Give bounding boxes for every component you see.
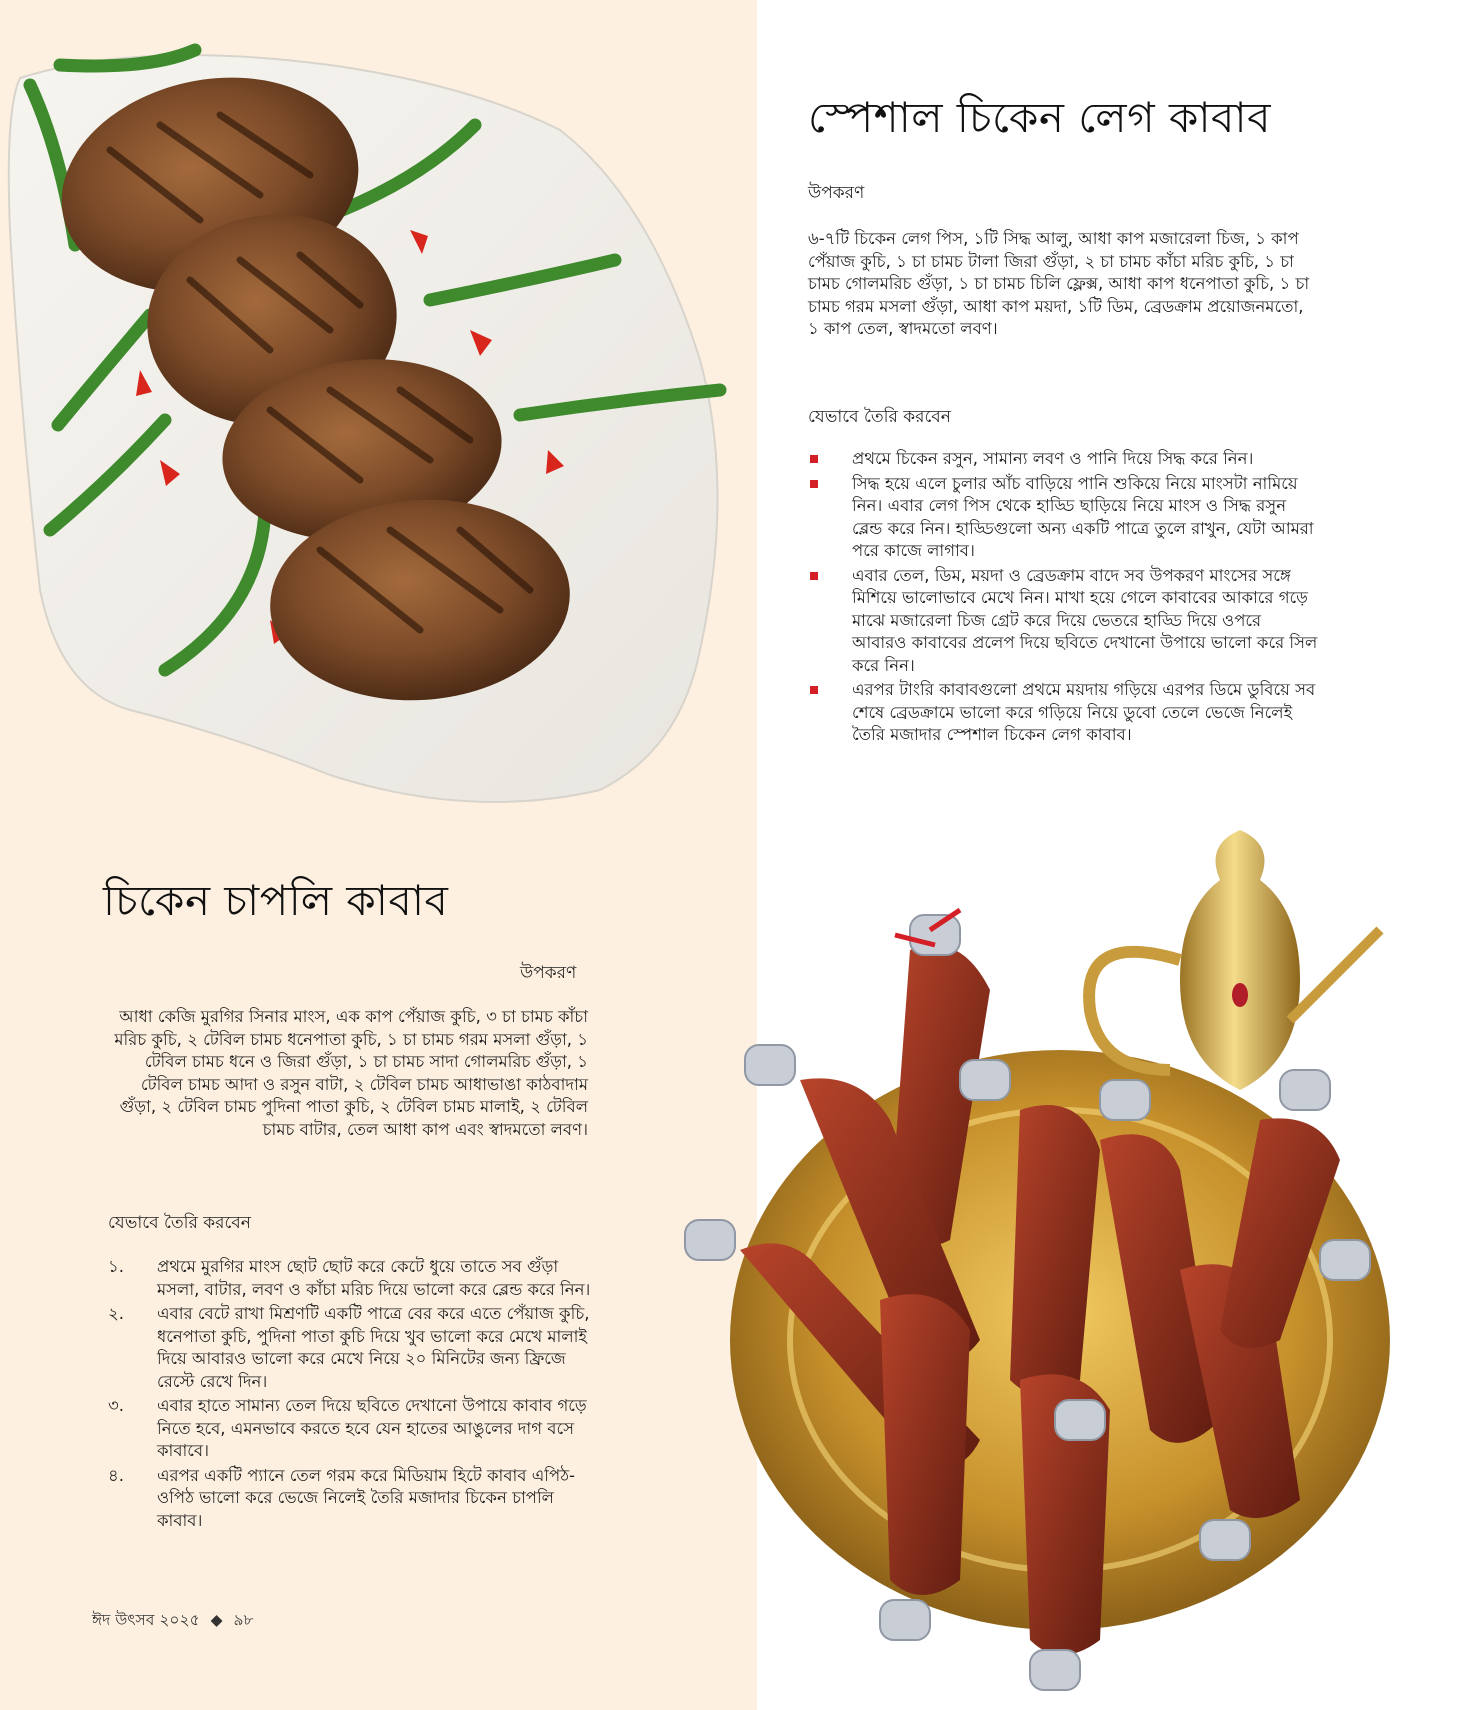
list-item <box>800 448 1320 471</box>
recipe-title-special-chicken-leg-kebab: স্পেশাল চিকেন লেগ কাবাব <box>808 93 1271 142</box>
bullet-square-icon <box>810 572 818 580</box>
page-number: ৯৮ <box>233 1611 254 1629</box>
ingredients-text: ৬-৭টি চিকেন লেগ পিস, ১টি সিদ্ধ আলু, আধা কাপ মজারেলা চিজ, ১ কাপ পেঁয়াজ কুচি, ১ চা চামচ টালা জিরা গুঁড়া, ২ চা চামচ কাঁচা মরিচ কুচি, ১ চা চামচ গোলমরিচ গুঁড়া, ১ চা চামচ চিলি ফ্লেক্স, আধা কাপ ধনেপাতা কুচি, ১ চা চামচ গরম মসলা গুঁড়া, আধা কাপ ময়দা, ১টি ডিম, ব্রেডক্রাম প্রয়োজনমতো, ১ কাপ তেল, স্বাদমতো লবণ। <box>808 229 1310 338</box>
list-item <box>108 1303 603 1393</box>
step-text: এবার তেল, ডিম, ময়দা ও ব্রেডক্রাম বাদে সব উপকরণ মাংসের সঙ্গে মিশিয়ে ভালোভাবে মেখে নিন। মাখা হয়ে গেলে কাবাবের আকারে গড়ে মাঝে মজারেলা চিজ গ্রেট করে দিয়ে ভেতরে হাড্ডি দিয়ে ওপরে আবারও কাবাবের প্রলেপ দিয়ে ছবিতে দেখানো উপায়ে ভালো করে সিল করে নিন। <box>852 565 1318 675</box>
step-number: ২. <box>108 1304 124 1323</box>
step-text: প্রথমে মুরগির মাংস ছোট ছোট করে কেটে ধুয়ে তাতে সব গুঁড়া মসলা, বাটার, লবণ ও কাঁচা মরিচ দিয়ে ভালো করে ব্লেন্ড করে নিন। <box>157 1257 591 1299</box>
ingredients-label: উপকরণ <box>808 183 865 203</box>
step-text: এবার বেটে রাখা মিশ্রণটি একটি পাত্রে বের করে এতে পেঁয়াজ কুচি, ধনেপাতা কুচি, পুদিনা পাতা কুচি দিয়ে খুব ভালো করে মেখে মালাই দিয়ে আবারও ভালো করে মেখে নিয়ে ২০ মিনিটের জন্য ফ্রিজে রেস্টে রেখে দিন। <box>157 1304 590 1391</box>
list-item <box>800 565 1320 678</box>
ingredients-label: উপকরণ <box>520 963 577 983</box>
steps-list <box>108 1256 603 1534</box>
list-item <box>108 1256 603 1301</box>
bullet-square-icon <box>810 455 818 463</box>
list-item <box>800 473 1320 563</box>
step-number: ১. <box>108 1257 124 1276</box>
diamond-separator-icon: ◆ <box>210 1611 223 1629</box>
ingredients-text: আধা কেজি মুরগির সিনার মাংস, এক কাপ পেঁয়াজ কুচি, ৩ চা চামচ কাঁচা মরিচ কুচি, ২ টেবিল চামচ ধনেপাতা কুচি, ১ চা চামচ গরম মসলা গুঁড়া, ১ টেবিল চামচ ধনে ও জিরা গুঁড়া, ১ চা চামচ সাদা গোলমরিচ গুঁড়া, ১ টেবিল চামচ আদা ও রসুন বাটা, ২ টেবিল চামচ আধাভাঙা কাঠবাদাম গুঁড়া, ২ টেবিল চামচ পুদিনা পাতা কুচি, ২ টেবিল চামচ মালাই, ২ টেবিল চামচ বাটার, তেল আধা কাপ এবং স্বাদমতো লবণ। <box>114 1007 588 1139</box>
recipe-title-chicken-chapli-kebab: চিকেন চাপলি কাবাব <box>103 876 449 925</box>
steps-list <box>800 448 1320 749</box>
publication-name: ঈদ উৎসব ২০২৫ <box>92 1611 200 1629</box>
bullet-square-icon <box>810 480 818 488</box>
step-text: এবার হাতে সামান্য তেল দিয়ে ছবিতে দেখানো উপায়ে কাবাব গড়ে নিতে হবে, এমনভাবে করতে হবে যেন হাতের আঙুলের দাগ বসে কাবাবে। <box>157 1396 587 1460</box>
list-item <box>800 679 1320 747</box>
chapli-kebab-photo <box>0 30 740 820</box>
step-number: ৩. <box>108 1396 124 1415</box>
step-text: এরপর একটি প্যানে তেল গরম করে মিডিয়াম হিটে কাবাব এপিঠ-ওপিঠ ভালো করে ভেজে নিলেই তৈরি মজাদার চিকেন চাপলি কাবাব। <box>157 1465 575 1530</box>
page-footer <box>92 1608 254 1634</box>
list-item <box>108 1465 603 1533</box>
chicken-leg-kebab-photo <box>660 820 1461 1710</box>
method-label: যেভাবে তৈরি করবেন <box>108 1213 251 1233</box>
step-text: এরপর টাংরি কাবাবগুলো প্রথমে ময়দায় গড়িয়ে এরপর ডিমে ডুবিয়ে সব শেষে ব্রেডক্রামে ভালো করে গড়িয়ে নিয়ে ডুবো তেলে ভেজে নিলেই তৈরি মজাদার স্পেশাল চিকেন লেগ কাবাব। <box>852 680 1316 744</box>
step-text: প্রথমে চিকেন রসুন, সামান্য লবণ ও পানি দিয়ে সিদ্ধ করে নিন। <box>852 449 1254 468</box>
step-text: সিদ্ধ হয়ে এলে চুলার আঁচ বাড়িয়ে পানি শুকিয়ে নিয়ে মাংসটা নামিয়ে নিন। এবার লেগ পিস থেকে হাড্ডি ছাড়িয়ে নিয়ে মাংস ও সিদ্ধ রসুন ব্লেন্ড করে নিন। হাড্ডিগুলো অন্য একটি পাত্রে তুলে রাখুন, যেটা আমরা পরে কাজে লাগাব। <box>852 473 1314 560</box>
bullet-square-icon <box>810 686 818 694</box>
list-item <box>108 1395 603 1463</box>
step-number: ৪. <box>108 1465 124 1485</box>
method-label: যেভাবে তৈরি করবেন <box>808 407 951 427</box>
